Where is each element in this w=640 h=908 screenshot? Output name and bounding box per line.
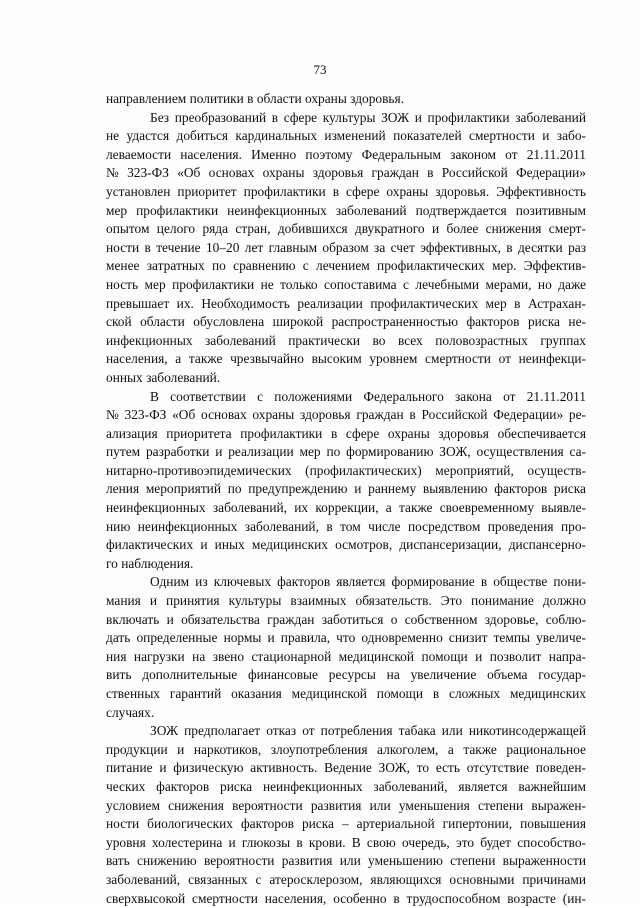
text-line: продукции и наркотиков, злоупотребления алкоголем, а также рациональное — [106, 741, 586, 757]
text-line: го наблюдения. — [106, 555, 194, 571]
text-line: дать определенные нормы и правила, что одновременно снизит темпы увеличе- — [106, 630, 586, 646]
text-line: мания и принятия культуры взаимных обязательств. Это понимание должно — [106, 593, 586, 609]
text-line: онных заболеваний. — [106, 369, 221, 385]
text-line: ственных гарантий оказания медицинской помощи в сложных медицинских — [106, 686, 586, 701]
text-line: путем разработки и реализации мер по формированию ЗОЖ, осуществления са- — [106, 444, 586, 460]
text-line: установлен приоритет профилактики в сфере охраны здоровья. Эффективность — [106, 183, 586, 199]
paragraph — [106, 573, 586, 722]
text-line: ЗОЖ предполагает отказ от потребления табака или никотинсодержащей — [150, 723, 586, 739]
text-line: Без преобразований в сфере культуры ЗОЖ и профилактики заболеваний — [150, 109, 586, 125]
text-line: ности в течение 10–20 лет главным образом за счет эффективных, в десятки раз — [106, 239, 586, 255]
text-line: направлением политики в области охраны здоровья. — [106, 91, 405, 106]
text-line: населения, а также чрезвычайно высоким уровнем смертности от неинфекци- — [106, 351, 586, 367]
text-line: ления мероприятий по предупреждению и раннему выявлению факторов риска — [106, 481, 586, 497]
text-line: ской области обусловлена широкой распространенностью факторов риска не- — [106, 314, 586, 330]
text-line: леваемости населения. Именно поэтому Федеральным законом от 21.11.2011 — [106, 146, 586, 162]
paragraph — [106, 109, 586, 388]
text-line: неинфекционных заболеваний, их коррекции, а также своевременному выявле- — [106, 500, 586, 516]
text-line: № 323-ФЗ «Об основах охраны здоровья граждан в Российской Федерации» — [106, 165, 586, 181]
text-line: нитарно-противоэпидемических (профилактических) мероприятий, осуществ- — [106, 462, 586, 478]
text-line: опытом целого ряда стран, добившихся двукратного и более снижения смерт- — [106, 221, 586, 237]
text-line: ния нагрузки на звено стационарной медицинской помощи и позволит напра- — [106, 648, 586, 664]
text-line: Одним из ключевых факторов является формирование в обществе пони- — [150, 574, 586, 590]
paragraph — [106, 722, 586, 908]
text-line: включать и обязательства граждан заботиться о собственном здоровье, соблю- — [106, 611, 586, 627]
text-line: превышает их. Необходимость реализации профилактических мер в Астрахан- — [106, 295, 586, 311]
text-line: ализация приоритета профилактики в сфере охраны здоровья обеспечивается — [106, 425, 586, 441]
text-line: вить дополнительные финансовые ресурсы на увеличение объема государ- — [106, 667, 586, 683]
text-line: В соответствии с положениями Федерального закона от 21.11.2011 — [150, 388, 586, 404]
text-line: мер профилактики неинфекционных заболеваний подтверждается позитивным — [106, 202, 586, 218]
text-line: не удастся добиться кардинальных изменений показателей смертности и забо- — [106, 128, 586, 144]
text-line: ческих факторов риска неинфекционных заболеваний, является важнейшим — [106, 778, 586, 794]
page-number: 73 — [313, 62, 327, 77]
text-line: инфекционных заболеваний практически во всех половозрастных группах — [106, 332, 586, 348]
text-line: сверхвысокой смертности населения, особенно в трудоспособном возрасте (ин- — [106, 890, 586, 906]
text-line: вать снижению вероятности развития или уменьшению степени выраженности — [106, 853, 586, 869]
text-line: уровня холестерина и глюкозы в крови. В свою очередь, это будет способство- — [106, 834, 586, 850]
text-line: случаях. — [106, 704, 155, 720]
text-line: менее затратных по сравнению с лечением профилактических мер. Эффектив- — [106, 258, 586, 274]
text-line: условием снижения вероятности развития или уменьшения степени выражен- — [106, 797, 586, 813]
text-line: № 323-ФЗ «Об основах охраны здоровья граждан в Российской Федерации» ре- — [106, 407, 586, 423]
text-line: ности биологических факторов риска – артериальной гипертонии, повышения — [106, 816, 586, 832]
text-line: питание и физическую активность. Ведение ЗОЖ, то есть отсутствие поведен- — [106, 760, 586, 776]
paragraph — [106, 388, 586, 574]
text-line: заболеваний, связанных с атеросклерозом, являющихся основными причинами — [106, 871, 586, 887]
text-line: филактических и иных медицинских осмотров, диспансеризации, диспансерно- — [106, 537, 586, 553]
text-line: ность мер профилактики не только сопоставима с лечебными мерами, но даже — [106, 276, 586, 292]
document-body — [106, 90, 586, 908]
paragraph — [106, 90, 586, 109]
text-line: нию неинфекционных заболеваний, в том числе посредством проведения про- — [106, 518, 586, 534]
